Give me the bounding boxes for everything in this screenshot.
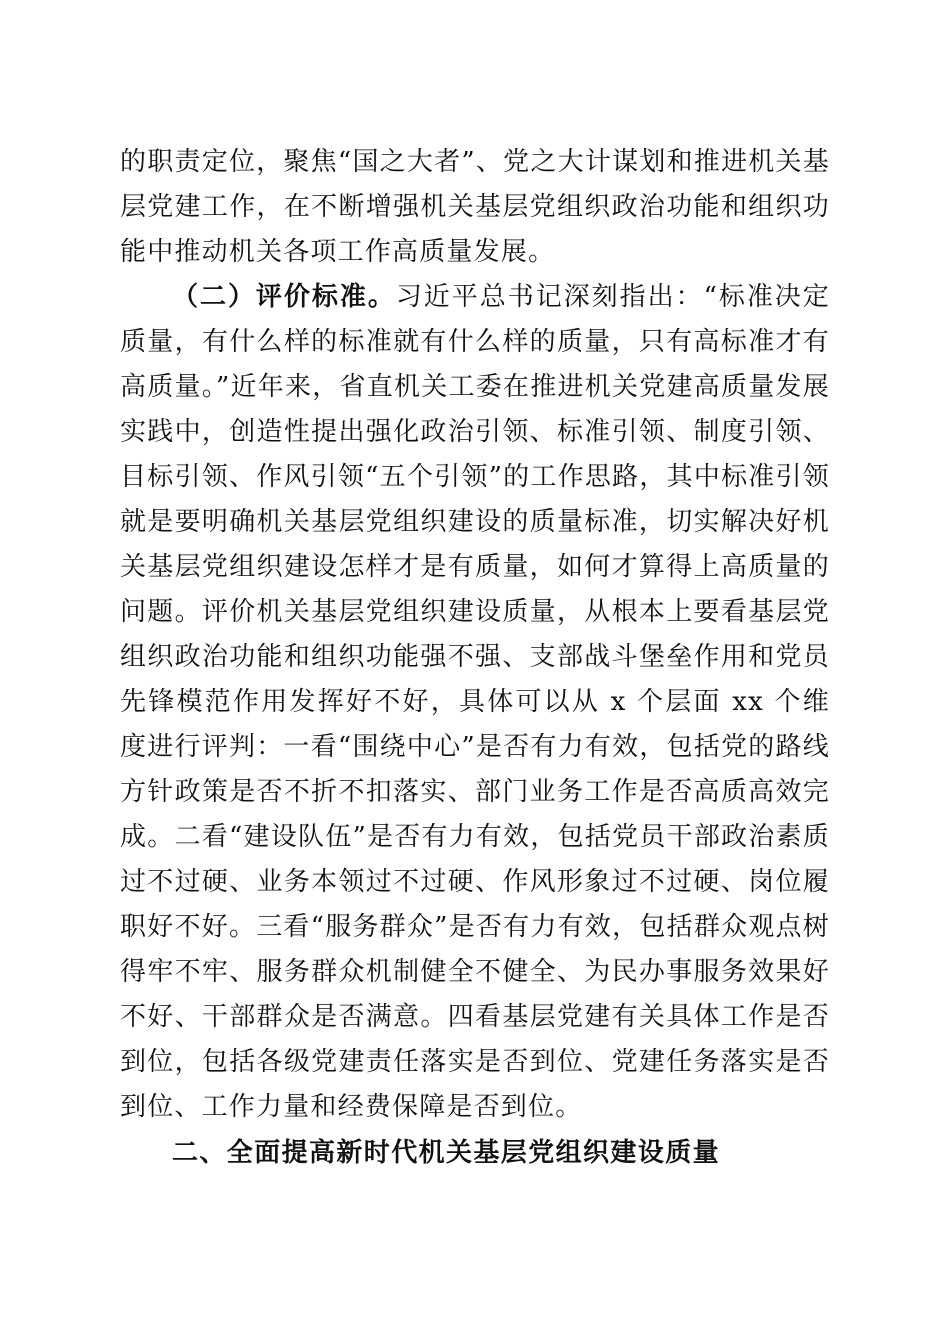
document-body [120,140,830,1176]
section-lead-evaluation-standard: （二）评价标准。 [172,282,396,312]
paragraph-evaluation-standard [120,275,830,1130]
paragraph-continuation: 的职责定位，聚焦“国之大者”、党之大计谋划和推进机关基层党建工作，在不断增强机关基层党组织政治功能和组织功能中推动机关各项工作高质量发展。 [120,147,830,267]
section-body-evaluation-standard: 习近平总书记深刻指出：“标准决定质量，有什么样的标准就有什么样的质量，只有高标准才有高质量。”近年来，省直机关工委在推进机关党建高质量发展实践中，创造性提出强化政治引领、标准引领、制度引领、目标引领、作风引领“五个引领”的工作思路，其中标准引领就是要明确机关基层党组织建设的质量标准，切实解决好机关基层党组织建设怎样才是有质量，如何才算得上高质量的问题。评价机关基层党组织建设质量，从根本上要看基层党组织政治功能和组织功能强不强、支部战斗堡垒作用和党员先锋模范作用发挥好不好，具体可以从 x 个层面 xx 个维度进行评判：一看“围绕中心”是否有力有效，包括党的路线方针政策是否不折不扣落实、部门业务工作是否高质高效完成。二看“建设队伍”是否有力有效，包括党员干部政治素质过不过硬、业务本领过不过硬、作风形象过不过硬、岗位履职好不好。三看“服务群众”是否有力有效，包括群众观点树得牢不牢、服务群众机制健全不健全、为民办事服务效果好不好、干部群众是否满意。四看基层党建有关具体工作是否到位，包括各级党建责任落实是否到位、党建任务落实是否到位、工作力量和经费保障是否到位。 [120,282,830,1122]
section-heading-2: 二、全面提高新时代机关基层党组织建设质量 [172,1138,721,1168]
